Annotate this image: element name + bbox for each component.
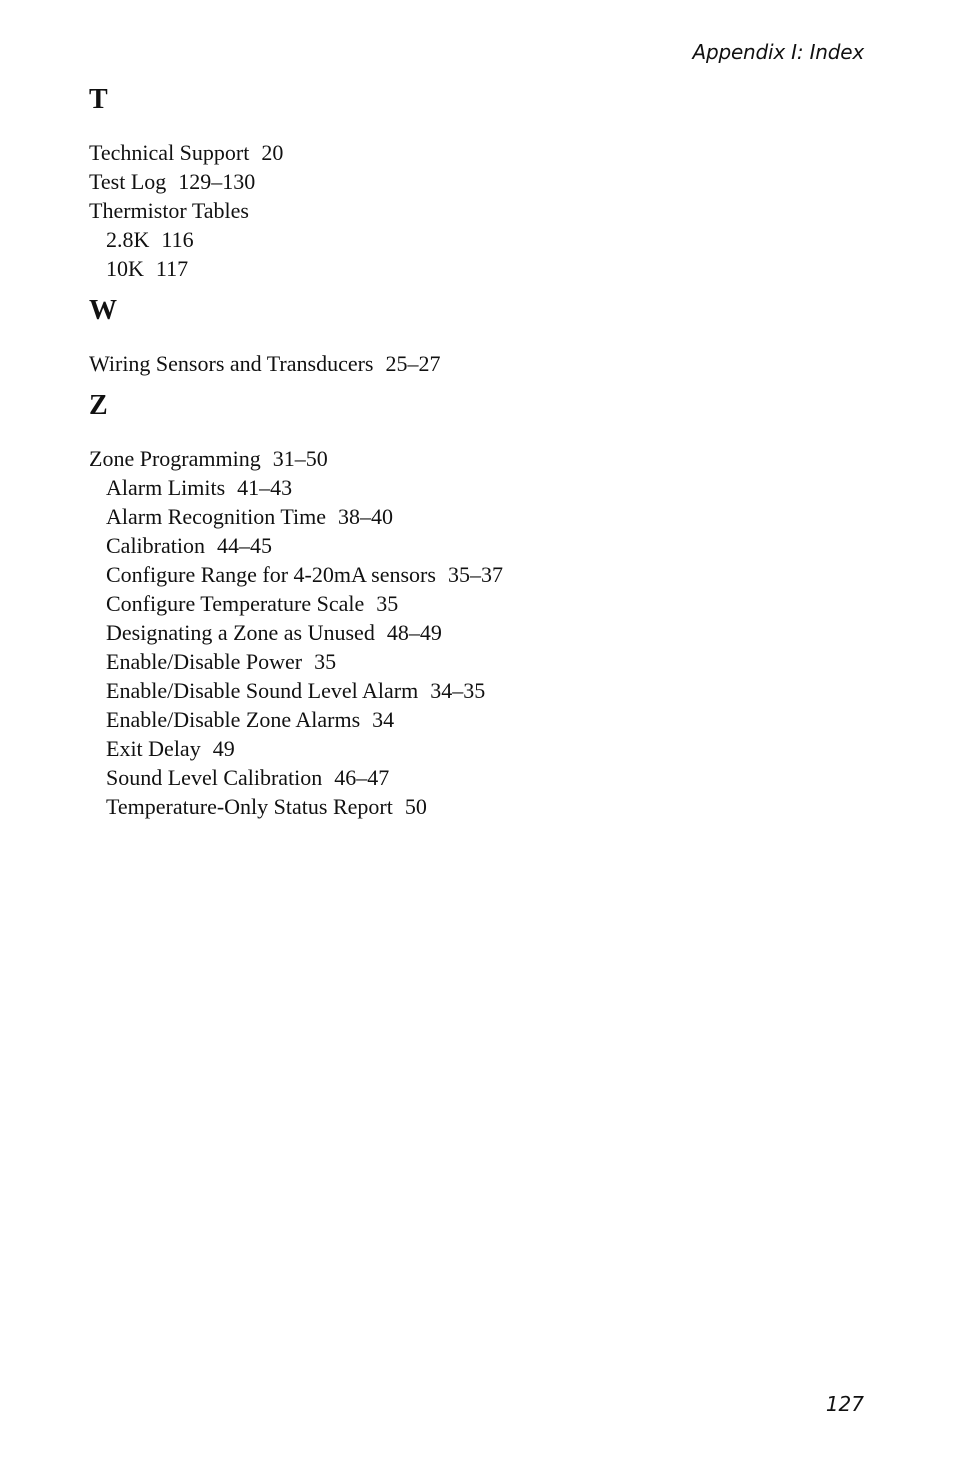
entry-pages: 48–49 (386, 620, 442, 645)
index-subentry (89, 254, 869, 283)
entry-term: Zone Programming (89, 446, 261, 471)
index-subentry (89, 647, 869, 676)
index-body (89, 84, 869, 833)
index-subentry (89, 473, 869, 502)
index-section-w (89, 295, 869, 378)
index-subentry (89, 792, 869, 821)
entry-pages: 50 (404, 794, 427, 819)
section-letter: W (89, 295, 117, 326)
index-subentry (89, 763, 869, 792)
entry-term: Temperature-Only Status Report (106, 794, 393, 819)
entry-pages: 35–37 (447, 562, 503, 587)
section-letter: Z (89, 390, 108, 421)
entry-term: 10K (106, 256, 144, 281)
entry-term: Enable/Disable Power (106, 649, 303, 674)
entry-pages: 25–27 (385, 351, 441, 376)
entry-term: Test Log (89, 169, 167, 194)
entry-term: Technical Support (89, 140, 250, 165)
entry-pages: 117 (155, 256, 189, 281)
index-subentry (89, 734, 869, 763)
index-subentry (89, 560, 869, 589)
running-header: Appendix I: Index (692, 40, 864, 64)
index-subentry (89, 225, 869, 254)
entry-term: Enable/Disable Zone Alarms (106, 707, 361, 732)
entry-term: Configure Range for 4-20mA sensors (106, 562, 436, 587)
index-section-t (89, 84, 869, 283)
entry-pages: 44–45 (216, 533, 272, 558)
section-letter: T (89, 84, 108, 115)
entry-term: 2.8K (106, 227, 150, 252)
entry-pages: 129–130 (178, 169, 256, 194)
index-entry (89, 196, 869, 225)
entry-pages: 49 (212, 736, 235, 761)
entry-term: Thermistor Tables (89, 198, 249, 223)
entry-pages: 34 (372, 707, 395, 732)
index-subentry (89, 531, 869, 560)
entry-pages: 41–43 (237, 475, 293, 500)
entry-term: Wiring Sensors and Transducers (89, 351, 374, 376)
entry-pages: 38–40 (338, 504, 393, 529)
index-subentry (89, 589, 869, 618)
page-number: 127 (825, 1392, 864, 1416)
entry-pages: 31–50 (272, 446, 328, 471)
entry-pages: 35 (376, 591, 399, 616)
index-subentry (89, 705, 869, 734)
entry-term: Enable/Disable Sound Level Alarm (106, 678, 419, 703)
entry-pages: 35 (314, 649, 337, 674)
entry-pages: 116 (161, 227, 194, 252)
entry-term: Exit Delay (106, 736, 201, 761)
index-entry (89, 138, 869, 167)
entry-term: Sound Level Calibration (106, 765, 323, 790)
index-subentry (89, 618, 869, 647)
entry-pages: 46–47 (334, 765, 390, 790)
entry-term: Designating a Zone as Unused (106, 620, 375, 645)
index-entry (89, 167, 869, 196)
entry-term: Alarm Recognition Time (106, 504, 326, 529)
entry-term: Configure Temperature Scale (106, 591, 365, 616)
entry-term: Alarm Limits (106, 475, 226, 500)
entry-pages: 34–35 (430, 678, 486, 703)
entry-term: Calibration (106, 533, 205, 558)
index-section-z (89, 390, 869, 821)
index-subentry (89, 502, 869, 531)
index-subentry (89, 676, 869, 705)
entry-pages: 20 (261, 140, 284, 165)
index-entry (89, 444, 869, 473)
index-entry (89, 349, 869, 378)
